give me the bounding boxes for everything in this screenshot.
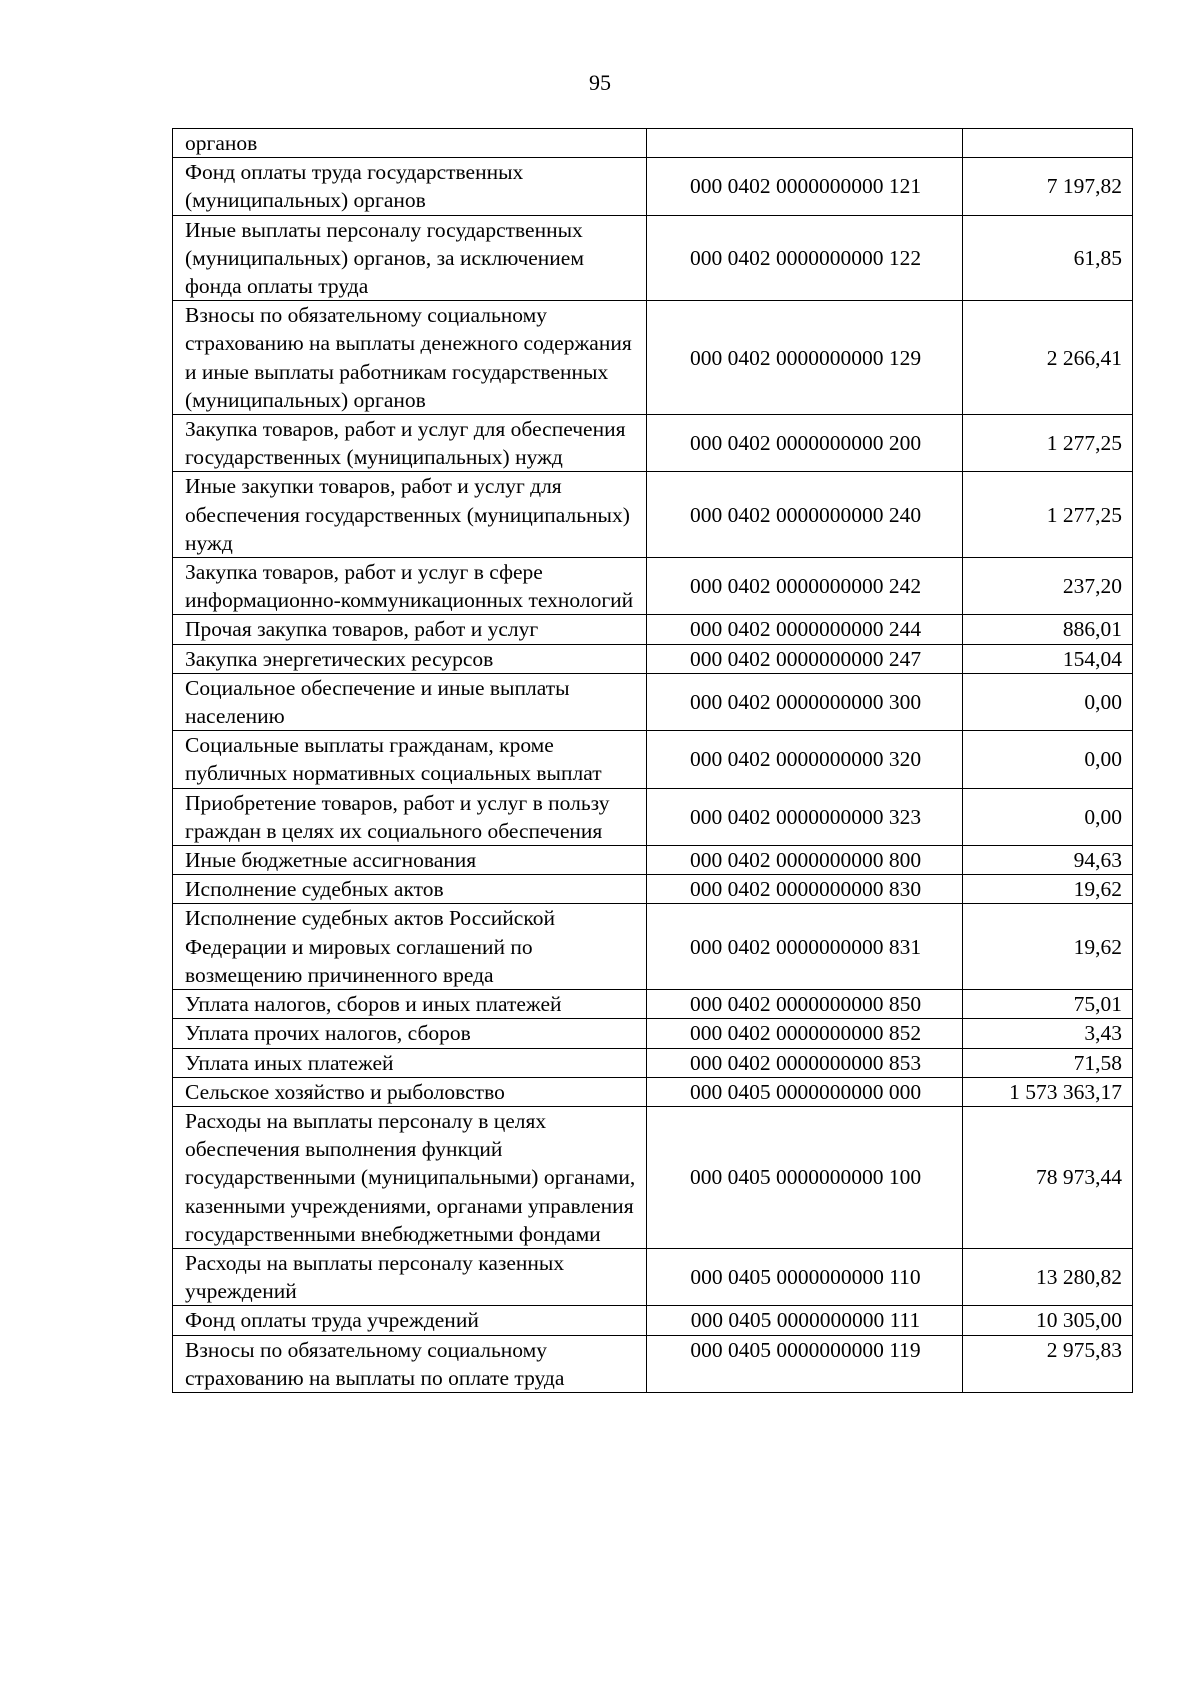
row-sum-cell: 13 280,82 (963, 1248, 1133, 1305)
row-name-cell: Исполнение судебных актов (173, 875, 647, 904)
row-code-cell: 000 0402 0000000000 852 (647, 1019, 963, 1048)
row-sum-cell: 10 305,00 (963, 1306, 1133, 1335)
row-sum-cell: 75,01 (963, 990, 1133, 1019)
row-name-cell: Приобретение товаров, работ и услуг в пользу граждан в целях их социального обеспечения (173, 788, 647, 845)
row-name-cell: Взносы по обязательному социальному страхованию на выплаты денежного содержания и иные выплаты работникам государственных (муниципальных) органов (173, 301, 647, 415)
row-sum-cell: 3,43 (963, 1019, 1133, 1048)
row-name-cell: Закупка товаров, работ и услуг для обеспечения государственных (муниципальных) нужд (173, 415, 647, 472)
row-code-cell: 000 0402 0000000000 240 (647, 472, 963, 558)
row-sum-cell: 1 277,25 (963, 472, 1133, 558)
table-row (173, 1019, 1133, 1048)
table-row (173, 129, 1133, 158)
table-row (173, 415, 1133, 472)
row-name-cell: Иные бюджетные ассигнования (173, 846, 647, 875)
row-code-cell: 000 0402 0000000000 323 (647, 788, 963, 845)
row-code-cell: 000 0402 0000000000 242 (647, 558, 963, 615)
row-sum-cell: 0,00 (963, 788, 1133, 845)
row-code-cell (647, 129, 963, 158)
table-row (173, 1248, 1133, 1305)
row-name-cell: Уплата прочих налогов, сборов (173, 1019, 647, 1048)
table-row (173, 904, 1133, 990)
row-name-cell: Сельское хозяйство и рыболовство (173, 1077, 647, 1106)
row-code-cell: 000 0405 0000000000 111 (647, 1306, 963, 1335)
row-sum-cell: 237,20 (963, 558, 1133, 615)
table-row (173, 472, 1133, 558)
row-code-cell: 000 0405 0000000000 100 (647, 1106, 963, 1248)
row-code-cell: 000 0405 0000000000 110 (647, 1248, 963, 1305)
table-row (173, 301, 1133, 415)
row-sum-cell: 2 975,83 (963, 1335, 1133, 1392)
budget-table-body (173, 129, 1133, 1393)
row-name-cell: Иные выплаты персоналу государственных (муниципальных) органов, за исключением фонда оплаты труда (173, 215, 647, 301)
row-sum-cell: 61,85 (963, 215, 1133, 301)
row-sum-cell: 7 197,82 (963, 158, 1133, 215)
row-name-cell: Социальное обеспечение и иные выплаты населению (173, 673, 647, 730)
row-name-cell: Расходы на выплаты персоналу казенных учреждений (173, 1248, 647, 1305)
row-name-cell: Исполнение судебных актов Российской Федерации и мировых соглашений по возмещению причиненного вреда (173, 904, 647, 990)
row-sum-cell: 19,62 (963, 875, 1133, 904)
table-row (173, 615, 1133, 644)
table-row (173, 158, 1133, 215)
row-name-cell: Закупка энергетических ресурсов (173, 644, 647, 673)
row-code-cell: 000 0402 0000000000 831 (647, 904, 963, 990)
table-row (173, 1048, 1133, 1077)
row-code-cell: 000 0402 0000000000 830 (647, 875, 963, 904)
row-code-cell: 000 0405 0000000000 000 (647, 1077, 963, 1106)
table-row (173, 215, 1133, 301)
row-name-cell: Закупка товаров, работ и услуг в сфере информационно-коммуникационных технологий (173, 558, 647, 615)
row-code-cell: 000 0402 0000000000 200 (647, 415, 963, 472)
row-sum-cell: 886,01 (963, 615, 1133, 644)
row-name-cell: Уплата налогов, сборов и иных платежей (173, 990, 647, 1019)
row-sum-cell: 94,63 (963, 846, 1133, 875)
row-sum-cell: 78 973,44 (963, 1106, 1133, 1248)
table-row (173, 1335, 1133, 1392)
row-name-cell: Взносы по обязательному социальному страхованию на выплаты по оплате труда (173, 1335, 647, 1392)
table-row (173, 1306, 1133, 1335)
row-sum-cell (963, 129, 1133, 158)
row-sum-cell: 1 573 363,17 (963, 1077, 1133, 1106)
row-sum-cell: 154,04 (963, 644, 1133, 673)
table-row (173, 846, 1133, 875)
row-sum-cell: 1 277,25 (963, 415, 1133, 472)
table-row (173, 1106, 1133, 1248)
row-name-cell: органов (173, 129, 647, 158)
row-code-cell: 000 0405 0000000000 119 (647, 1335, 963, 1392)
row-name-cell: Фонд оплаты труда государственных (муниципальных) органов (173, 158, 647, 215)
page-number: 95 (589, 70, 611, 95)
row-name-cell: Расходы на выплаты персоналу в целях обеспечения выполнения функций государственными (муниципальными) органами, казенными учреждениями, органами управления государственными внебюджетными фондами (173, 1106, 647, 1248)
row-code-cell: 000 0402 0000000000 121 (647, 158, 963, 215)
table-row (173, 990, 1133, 1019)
row-name-cell: Прочая закупка товаров, работ и услуг (173, 615, 647, 644)
row-code-cell: 000 0402 0000000000 853 (647, 1048, 963, 1077)
row-name-cell: Уплата иных платежей (173, 1048, 647, 1077)
row-name-cell: Фонд оплаты труда учреждений (173, 1306, 647, 1335)
table-row (173, 673, 1133, 730)
table-row (173, 875, 1133, 904)
row-code-cell: 000 0402 0000000000 850 (647, 990, 963, 1019)
row-sum-cell: 0,00 (963, 731, 1133, 788)
row-code-cell: 000 0402 0000000000 300 (647, 673, 963, 730)
row-sum-cell: 71,58 (963, 1048, 1133, 1077)
table-row (173, 644, 1133, 673)
row-code-cell: 000 0402 0000000000 247 (647, 644, 963, 673)
row-code-cell: 000 0402 0000000000 320 (647, 731, 963, 788)
row-name-cell: Социальные выплаты гражданам, кроме публичных нормативных социальных выплат (173, 731, 647, 788)
row-sum-cell: 0,00 (963, 673, 1133, 730)
row-name-cell: Иные закупки товаров, работ и услуг для обеспечения государственных (муниципальных) нужд (173, 472, 647, 558)
table-row (173, 788, 1133, 845)
row-sum-cell: 2 266,41 (963, 301, 1133, 415)
row-code-cell: 000 0402 0000000000 800 (647, 846, 963, 875)
table-row (173, 558, 1133, 615)
table-row (173, 731, 1133, 788)
row-code-cell: 000 0402 0000000000 122 (647, 215, 963, 301)
row-code-cell: 000 0402 0000000000 244 (647, 615, 963, 644)
table-row (173, 1077, 1133, 1106)
row-code-cell: 000 0402 0000000000 129 (647, 301, 963, 415)
row-sum-cell: 19,62 (963, 904, 1133, 990)
budget-table (172, 128, 1133, 1393)
